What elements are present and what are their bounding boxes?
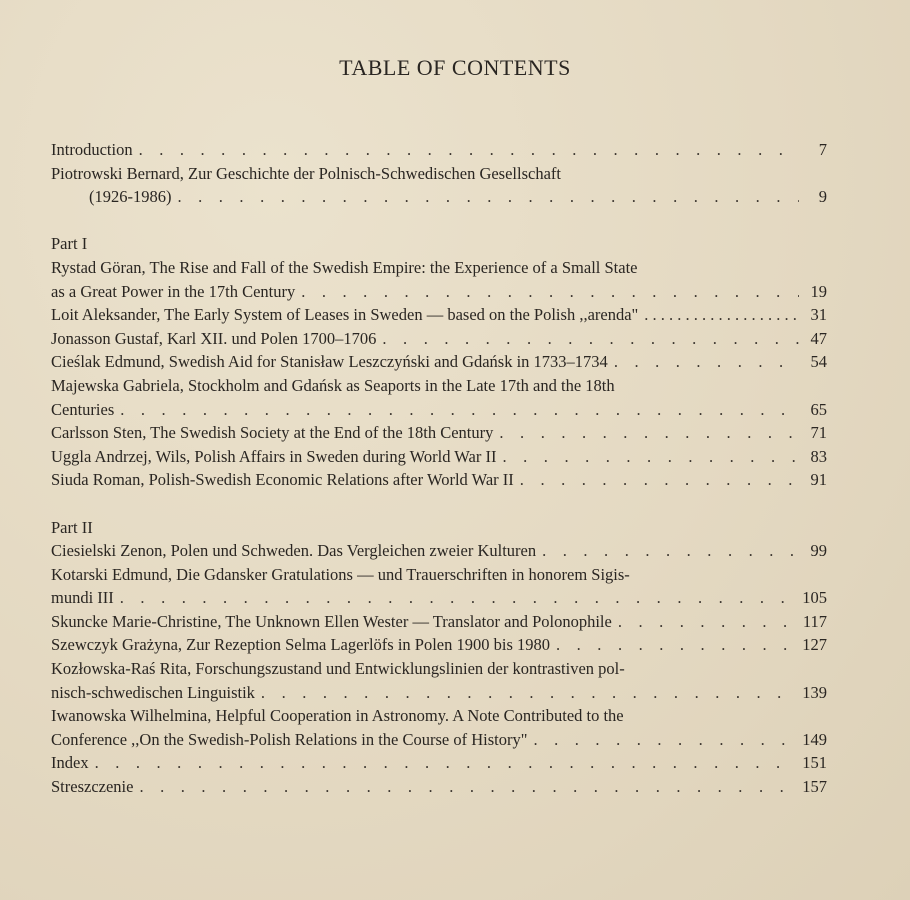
part-heading: Part I [51, 234, 88, 254]
toc-entry: Siuda Roman, Polish-Swedish Economic Relations after World War II . . . 91 [51, 468, 827, 492]
page-number: 139 [802, 682, 827, 702]
page-number: 7 [818, 140, 827, 159]
dot-leader [139, 138, 799, 162]
dot-leader [614, 350, 799, 374]
page-number: 149 [802, 729, 827, 749]
page-title: TABLE OF CONTENTS [339, 55, 571, 80]
toc-entry: Centuries . . . 65 [51, 398, 827, 422]
dot-leader [499, 421, 799, 445]
toc-entry-streszczenie: Streszczenie . . . 157 [51, 775, 827, 799]
page-number: 117 [802, 611, 827, 631]
page-number: 105 [802, 588, 827, 608]
toc-entry: nisch-schwedischen Linguistik . . . 139 [51, 681, 827, 705]
toc-entry-line: Piotrowski Bernard, Zur Geschichte der Polnisch-Schwedischen Gesellschaft [51, 163, 561, 183]
dot-leader [618, 610, 797, 634]
page-number: 151 [802, 753, 827, 773]
toc-entry: mundi III . . . 105 [51, 586, 827, 610]
toc-entry-line: Majewska Gabriela, Stockholm and Gdańsk as Seaports in the Late 17th and the 18th [51, 375, 615, 395]
toc-entry: as a Great Power in the 17th Century . . . 19 [51, 280, 827, 304]
toc-entry-piotrowski: (1926-1986) . . . 9 [51, 185, 827, 209]
page-number: 83 [810, 446, 827, 466]
dot-leader [644, 303, 799, 327]
page-number: 91 [810, 470, 827, 490]
page-number: 54 [810, 352, 827, 372]
dot-leader [556, 633, 796, 657]
toc-entry-index: Index . . . 151 [51, 751, 827, 775]
page-number: 99 [810, 541, 827, 561]
toc-entry-line: Kozłowska-Raś Rita, Forschungszustand und Entwicklungslinien der kontrastiven pol- [51, 659, 625, 679]
page-number: 65 [810, 399, 827, 419]
toc-entry: Uggla Andrzej, Wils, Polish Affairs in Sweden during World War II . . . 83 [51, 445, 827, 469]
dot-leader [261, 681, 796, 705]
toc-entry: Loit Aleksander, The Early System of Leases in Sweden — based on the Polish ,,arenda" . . . 31 [51, 303, 827, 327]
page-number: 9 [818, 187, 827, 207]
dot-leader [120, 398, 799, 422]
dot-leader [520, 468, 799, 492]
toc-entry-introduction: Introduction . . . 7 [51, 138, 827, 162]
dot-leader [139, 775, 796, 799]
dot-leader [301, 280, 799, 304]
toc-entry-line: Kotarski Edmund, Die Gdansker Gratulations — und Trauerschriften in honorem Sigis- [51, 564, 630, 584]
toc-entry: Cieślak Edmund, Swedish Aid for Stanisław Leszczyński and Gdańsk in 1733–1734 . . . 54 [51, 350, 827, 374]
part-heading: Part II [51, 517, 93, 537]
dot-leader [503, 445, 800, 469]
page-number: 19 [810, 281, 827, 301]
dot-leader [120, 586, 796, 610]
toc-entry: Conference ,,On the Swedish-Polish Relations in the Course of History" . . . 149 [51, 728, 827, 752]
page-number: 127 [802, 635, 827, 655]
page-number: 47 [810, 328, 827, 348]
toc-entry: Szewczyk Grażyna, Zur Rezeption Selma Lagerlöfs in Polen 1900 bis 1980 . . . 127 [51, 633, 827, 657]
toc-entry-line: Rystad Göran, The Rise and Fall of the Swedish Empire: the Experience of a Small State [51, 257, 638, 277]
toc-entry: Ciesielski Zenon, Polen und Schweden. Das Vergleichen zweier Kulturen . . . 99 [51, 539, 827, 563]
table-of-contents [51, 138, 827, 799]
dot-leader [382, 327, 799, 351]
page-number: 71 [810, 423, 827, 443]
toc-entry: Jonasson Gustaf, Karl XII. und Polen 1700–1706 . . . 47 [51, 327, 827, 351]
dot-leader [177, 185, 799, 209]
toc-entry-line: Iwanowska Wilhelmina, Helpful Cooperation in Astronomy. A Note Contributed to the [51, 706, 624, 726]
dot-leader [542, 539, 799, 563]
dot-leader [533, 728, 796, 752]
toc-entry: Skuncke Marie-Christine, The Unknown Ellen Wester — Translator and Polonophile . . . 117 [51, 610, 827, 634]
dot-leader [95, 751, 797, 775]
page-number: 157 [802, 777, 827, 797]
toc-entry: Carlsson Sten, The Swedish Society at the End of the 18th Century . . . 71 [51, 421, 827, 445]
page-number: 31 [810, 305, 827, 325]
